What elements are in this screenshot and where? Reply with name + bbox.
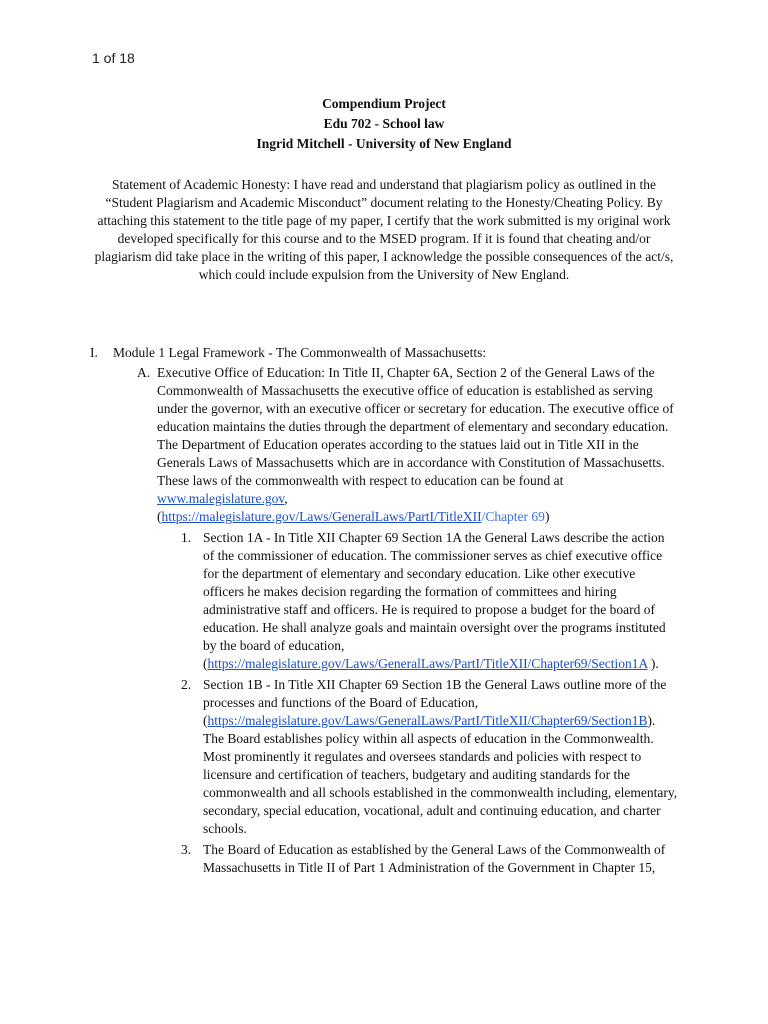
outline-item-3 xyxy=(181,841,679,877)
item-2-text-after: ). The Board establishes policy within all aspects of education in the Commonwealth. Most prominently it regulates and oversees standards and policies with respect to licensure and certification of teachers, budgetary and auditing standards for the commonwealth and all schools established in the commonwealth including, elementary, secondary, special education, vocational, adult and continuing education, and charter schools. xyxy=(203,713,678,836)
malegislature-link[interactable]: www.malegislature.gov xyxy=(157,491,285,506)
number-marker: 1. xyxy=(181,530,192,545)
number-marker: 3. xyxy=(181,842,192,857)
section-heading: Module 1 Legal Framework - The Commonwealth of Massachusetts: xyxy=(113,345,487,360)
outline-item-a xyxy=(137,364,677,526)
outline-item-2 xyxy=(181,676,679,838)
outline xyxy=(0,344,768,877)
title-course: Edu 702 - School law xyxy=(323,116,445,131)
item-a-comma: , xyxy=(284,491,288,506)
section-1a-link[interactable]: https://malegislature.gov/Laws/GeneralLaws/PartI/TitleXII/Chapter69/Section1A xyxy=(207,656,648,671)
outline-item-1 xyxy=(181,529,679,673)
item-3-text: The Board of Education as established by the General Laws of the Commonwealth of Massachusetts in Title II of Part 1 Administration of the Government in Chapter 15, xyxy=(203,842,666,875)
document-title-block xyxy=(0,94,768,154)
section-1b-link[interactable]: https://malegislature.gov/Laws/GeneralLaws/PartI/TitleXII/Chapter69/Section1B xyxy=(207,713,648,728)
chapter-69-link[interactable]: /Chapter 69 xyxy=(481,509,545,524)
item-a-open-paren: ( xyxy=(157,509,162,524)
item-1-text: Section 1A - In Title XII Chapter 69 Section 1A the General Laws describe the action of the commissioner of education. The commissioner serves as chief executive office for the department of elementary and secondary education. Like other executive officers he makes decision regarding the formation of committees and hiring administrative staff and officers. He is required to propose a budget for the board of education. He shall analyze goals and maintain oversight over the programs instituted by the board of education, xyxy=(203,530,666,653)
title-xii-link[interactable]: https://malegislature.gov/Laws/GeneralLaws/PartI/TitleXII xyxy=(161,509,482,524)
item-1-open-paren: ( xyxy=(203,656,208,671)
academic-honesty-statement: Statement of Academic Honesty: I have read and understand that plagiarism policy as outlined in the “Student Plagiarism and Academic Misconduct” document relating to the Honesty/Cheating Policy. By attaching this statement to the title page of my paper, I certify that the work submitted is my original work developed specifically for this course and to the MSED program. If it is found that cheating and/or plagiarism did take place in the writing of this paper, I acknowledge the possible consequences of the act/s, which could include expulsion from the University of New England. xyxy=(94,177,674,282)
item-2-open-paren: ( xyxy=(203,713,208,728)
page-indicator: 1 of 18 xyxy=(92,50,135,66)
title-project: Compendium Project xyxy=(322,96,446,111)
item-2-text-before: Section 1B - In Title XII Chapter 69 Section 1B the General Laws outline more of the processes and functions of the Board of Education, xyxy=(203,677,667,710)
letter-marker: A. xyxy=(137,365,151,380)
number-marker: 2. xyxy=(181,677,192,692)
item-1-close: ). xyxy=(647,656,659,671)
title-author: Ingrid Mitchell - University of New England xyxy=(256,136,512,151)
outline-section-i xyxy=(0,344,768,362)
roman-marker: I. xyxy=(90,345,98,360)
item-a-text: Executive Office of Education: In Title II, Chapter 6A, Section 2 of the General Laws of the Commonwealth of Massachusetts the executive office of education is established as serving under the governor, with an executive officer or secretary for education. The executive office of education maintains the duties through the department of elementary and secondary education. The Department of Education operates according to the statues laid out in Title XII in the Generals Laws of Massachusetts which are in accordance with Constitution of Massachusetts. These laws of the commonwealth with respect to education can be found at xyxy=(157,365,674,488)
item-a-close-paren: ) xyxy=(544,509,550,524)
